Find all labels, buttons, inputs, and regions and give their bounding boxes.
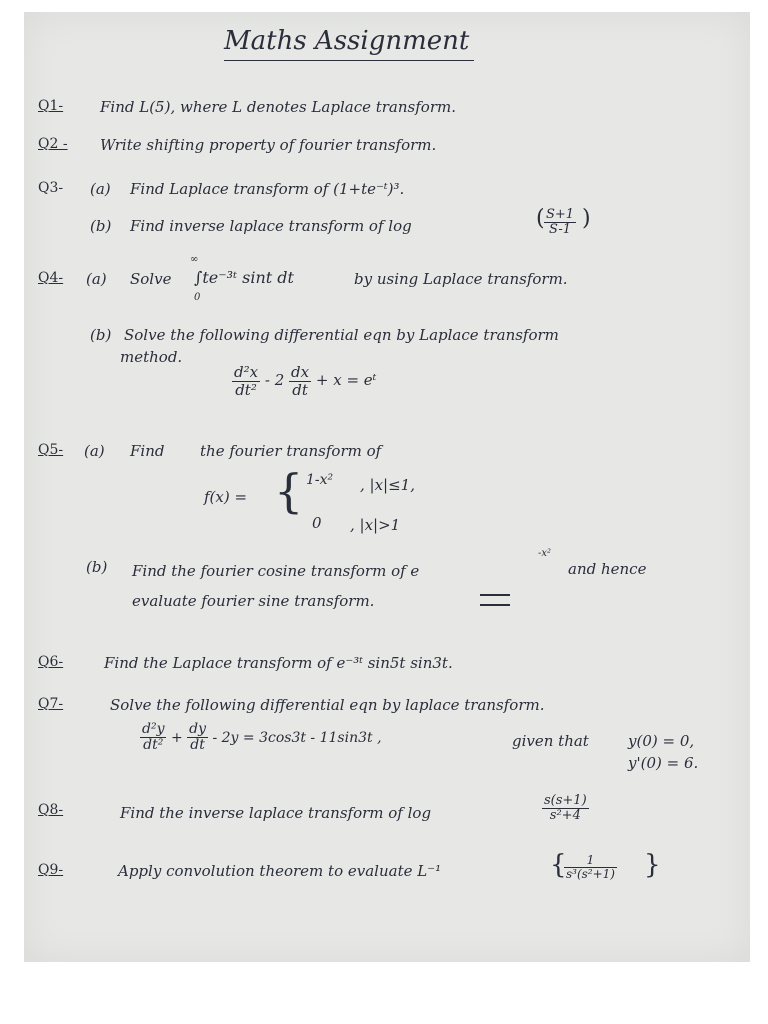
q4-a-integral: ∫te⁻³ᵗ sint dt — [194, 268, 294, 287]
page-title: Maths Assignment — [224, 26, 470, 56]
q4-eq-num2: dx — [291, 363, 310, 381]
q8-text: Find the inverse laplace transform of log — [120, 804, 432, 822]
q5-a-label: (a) — [84, 442, 105, 460]
q5-cond1: , |x|≤1, — [360, 476, 415, 494]
q5-a-text: Find — [130, 442, 165, 460]
q8-fraction — [542, 794, 589, 824]
q5-case1: 1-x² — [306, 472, 334, 488]
q4-a-label: (a) — [86, 270, 107, 288]
q4-a-upper-limit: ∞ — [190, 254, 199, 265]
q5-a-text2: the fourier transform of — [200, 442, 382, 460]
q6-text: Find the Laplace transform of e⁻³ᵗ sin5t sin3t. — [104, 654, 453, 672]
q8-numerator: s(s+1) — [544, 793, 587, 808]
q4-b-text: Solve the following differential eqn by Laplace transform — [124, 326, 559, 344]
q4-eq-end: + x = eᵗ — [315, 371, 377, 389]
q5-case2: 0 — [312, 514, 322, 532]
q3-a-text: Find Laplace transform of (1+te⁻ᵗ)³. — [130, 180, 405, 198]
q7-eq-den2: dt — [190, 737, 205, 754]
q6-number: Q6- — [38, 654, 64, 670]
q4-b-text2: method. — [120, 348, 183, 366]
q3-b-label: (b) — [90, 217, 112, 235]
q9-number: Q9- — [38, 862, 64, 878]
q5-cond2: , |x|>1 — [350, 516, 401, 534]
q7-eq-num1: d²y — [142, 721, 165, 737]
q5-b-text: Find the fourier cosine transform of e — [132, 562, 420, 580]
q1-number: Q1- — [38, 98, 64, 114]
assignment-sheet — [24, 12, 750, 962]
q3-b-paren-close: ) — [582, 206, 591, 231]
q7-eq-plus: + — [170, 729, 183, 746]
q9-brace-close: } — [644, 850, 661, 880]
q3-a-label: (a) — [90, 180, 111, 198]
q7-ic1: y(0) = 0, — [628, 732, 695, 750]
q5-b-text2: and hence — [568, 560, 647, 578]
q5-b-exponent: -x² — [538, 548, 552, 559]
q4-b-label: (b) — [90, 326, 112, 344]
q9-brace-open: { — [550, 850, 567, 880]
q5-b-label: (b) — [86, 558, 108, 576]
q5-b-scribble — [480, 590, 510, 608]
q4-eq-num1: d²x — [234, 363, 259, 381]
q4-eq-den1: dt² — [235, 380, 257, 399]
q3-b-text: Find inverse laplace transform of log — [130, 217, 412, 235]
q7-number: Q7- — [38, 696, 64, 712]
q4-a-lower-limit: 0 — [194, 292, 201, 303]
q3-b-paren-open: ( — [536, 206, 545, 231]
q4-eq-den2: dt — [292, 380, 308, 399]
q3-b-fraction — [544, 208, 576, 238]
q5-fx: f(x) = — [204, 488, 248, 506]
q9-fraction — [564, 854, 617, 881]
q1-text: Find L(5), where L denotes Laplace transform. — [100, 98, 456, 116]
q7-equation — [140, 722, 382, 754]
q9-numerator: 1 — [564, 854, 617, 868]
q7-given: given that — [512, 732, 589, 750]
title-underline — [224, 60, 474, 61]
q7-ic2: y'(0) = 6. — [628, 754, 699, 772]
q3-b-denominator: S-1 — [549, 222, 572, 238]
q3-number: Q3- — [38, 180, 64, 196]
q9-text: Apply convolution theorem to evaluate L⁻¹ — [118, 862, 442, 880]
q4-number: Q4- — [38, 270, 64, 286]
q4-a-post: by using Laplace transform. — [354, 270, 568, 288]
q2-number: Q2 - — [38, 136, 68, 152]
q3-b-numerator: S+1 — [546, 207, 575, 222]
q5-number: Q5- — [38, 442, 64, 458]
q5-piecewise-brace: { — [274, 464, 304, 518]
q2-text: Write shifting property of fourier transform. — [100, 136, 437, 154]
q8-number: Q8- — [38, 802, 64, 818]
q8-denominator: s²+4 — [549, 808, 581, 824]
q4-eq-mid: - 2 — [264, 371, 285, 389]
q7-text: Solve the following differential eqn by laplace transform. — [110, 696, 545, 714]
q4-b-equation — [232, 364, 376, 398]
q5-b-line2: evaluate fourier sine transform. — [132, 592, 375, 610]
q7-eq-rest: - 2y = 3cos3t - 11sin3t , — [212, 729, 382, 746]
q7-eq-num2: dy — [189, 721, 206, 737]
q7-eq-den1: dt² — [143, 737, 164, 754]
q9-denominator: s³(s²+1) — [566, 867, 615, 882]
q4-a-pre: Solve — [130, 270, 172, 288]
